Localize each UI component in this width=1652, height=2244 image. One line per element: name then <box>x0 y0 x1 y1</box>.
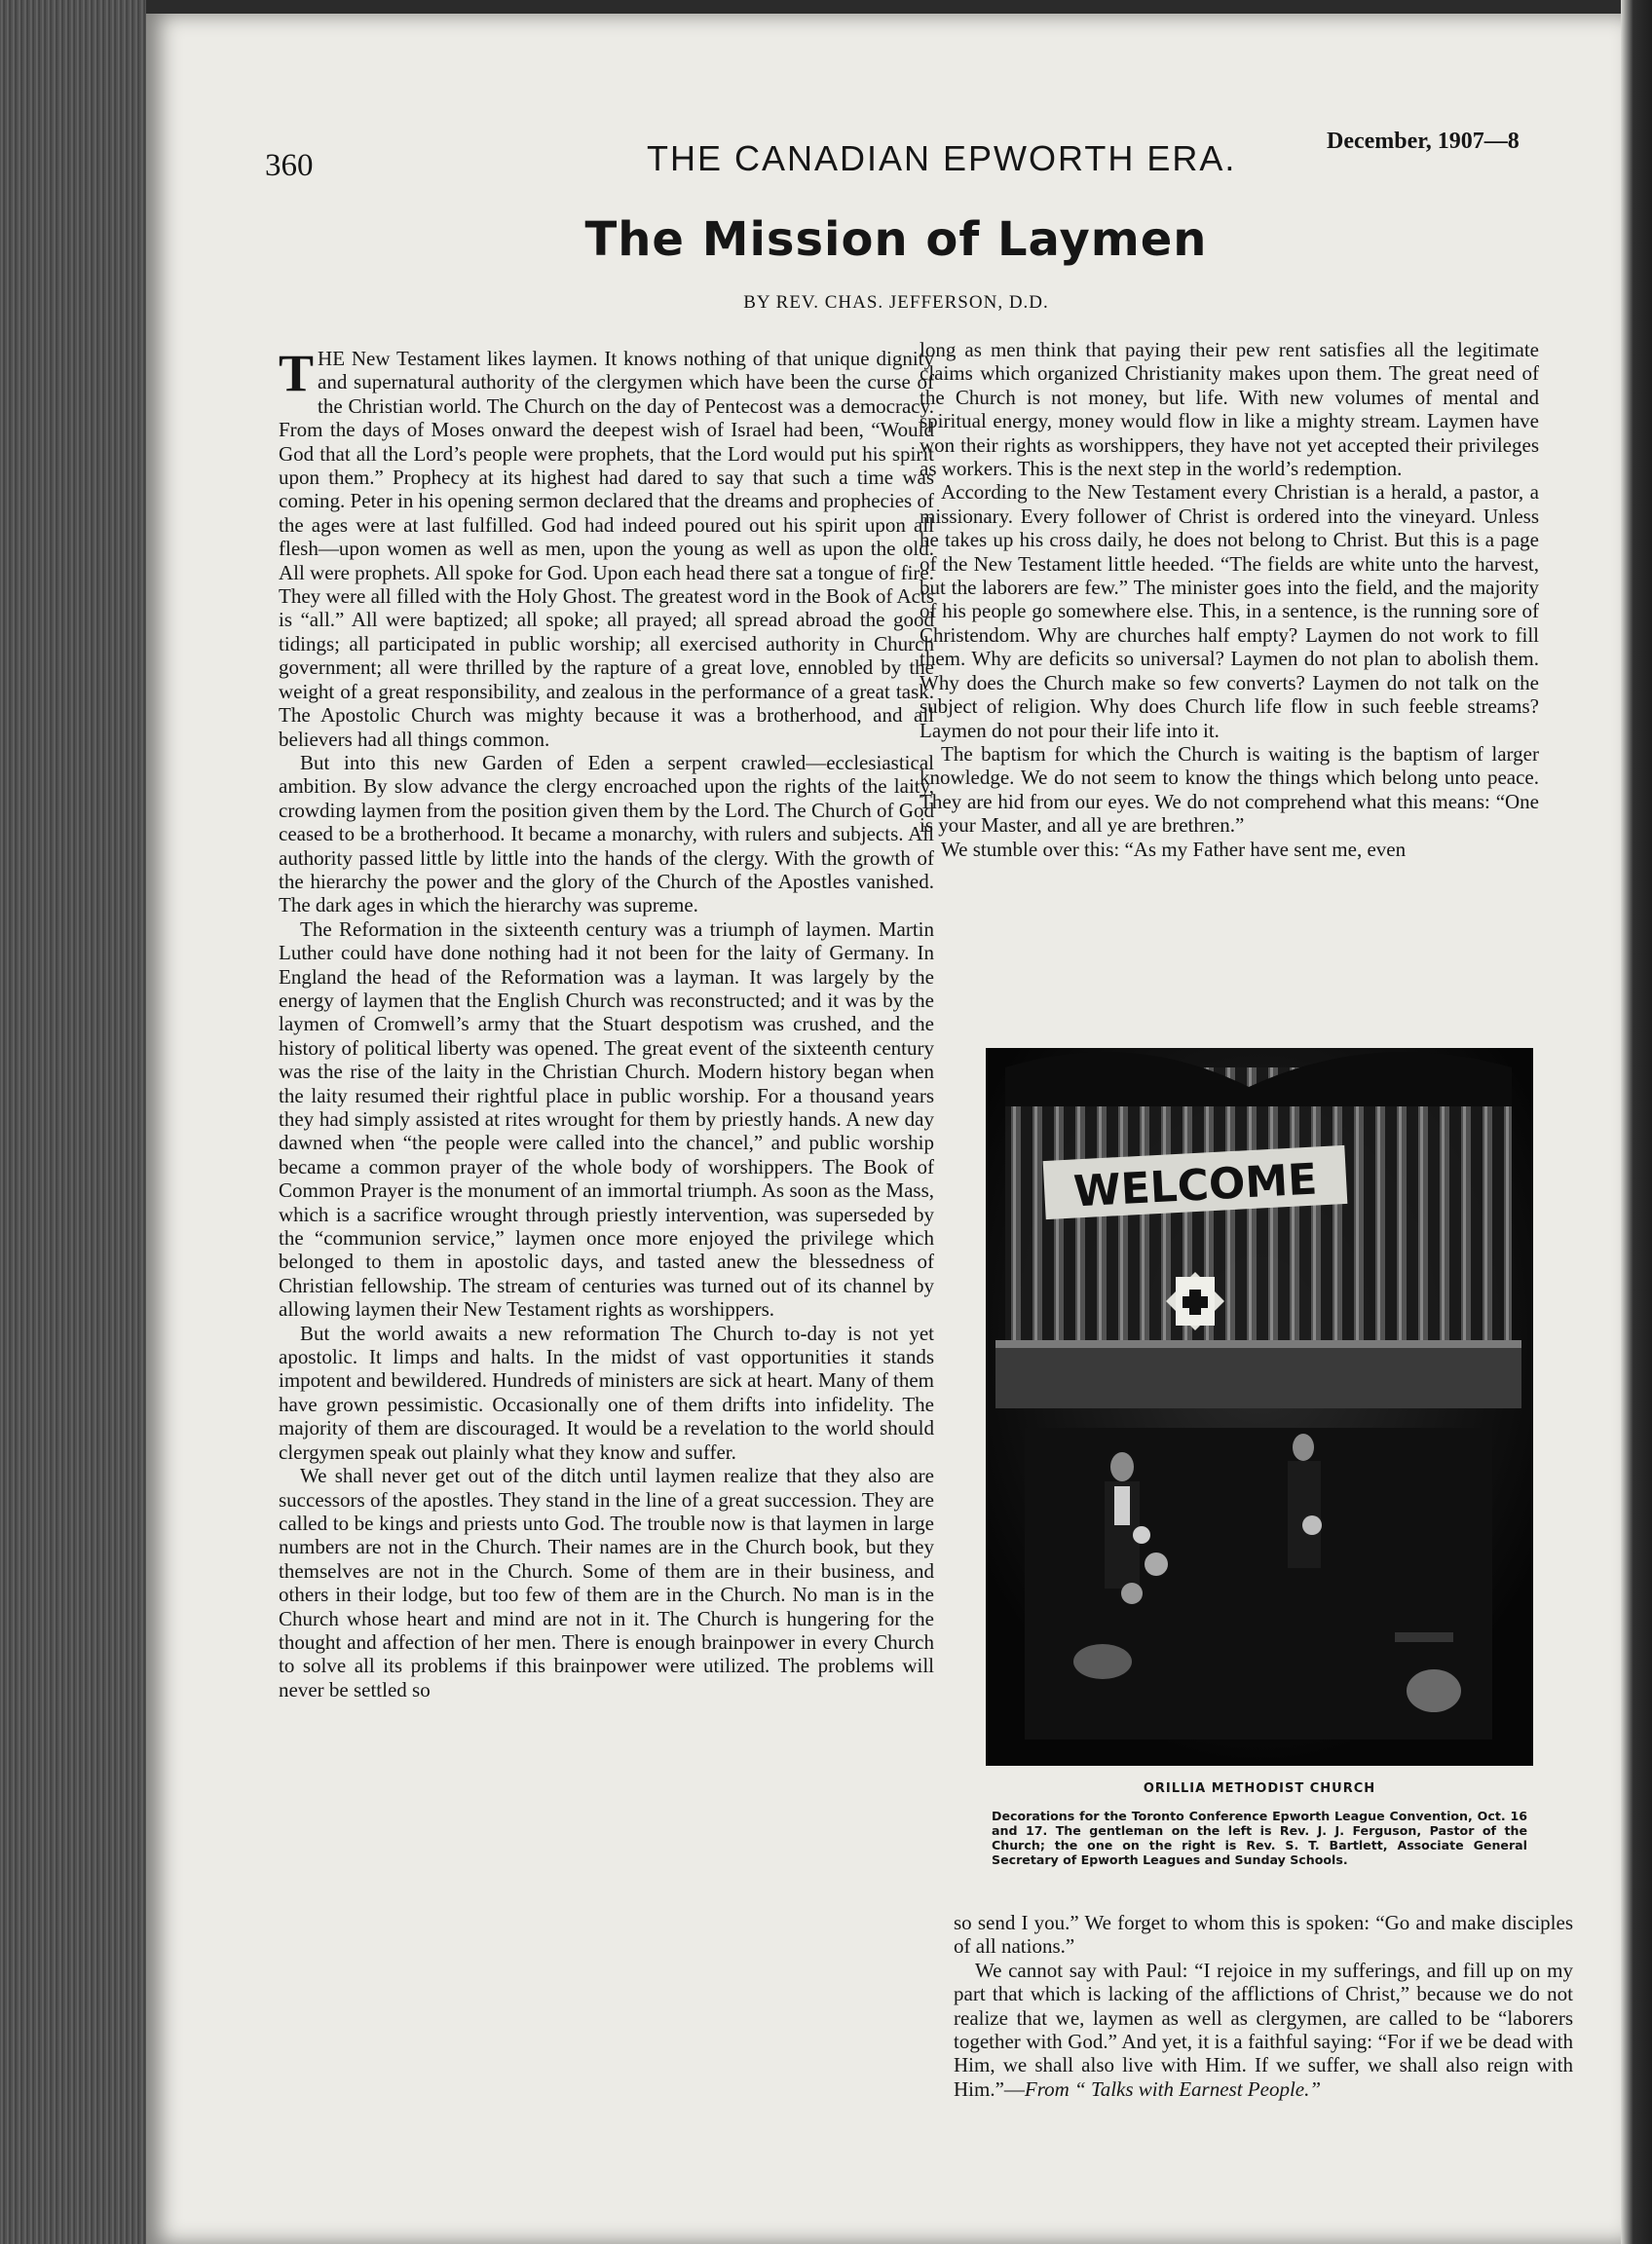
paragraph: The Reformation in the sixteenth century was a triumph of laymen. Martin Luther could have done nothing had it not been for the laity of Germany. In England the head of the Reformation was a layman. It was largely by the energy of laymen that the English Church was reconstructed; and it was by the laymen of Cromwell’s army that the Stuart despotism was crushed, and the history of political liberty was opened. The great event of the sixteenth century was the rise of the laity in the Christian Church. Modern history began when the laity resumed their rightful place in public worship. For a thousand years they had simply assisted at rites wrought for them by priestly hands. A new day dawned when “the people were called into the chancel,” and public worship became a common prayer of the whole body of worshippers. The Book of Common Prayer is the monument of an immortal triumph. As soon as the Mass, which is a sacrifice wrought through priestly intervention, was superseded by the “communion service,” laymen once more enjoyed the privilege which belonged to them in apostolic days, and tasted anew the blessedness of Christian fellowship. The stream of centuries was turned out of its channel by allowing laymen their New Testament rights as worshippers. <box>279 916 934 1322</box>
paragraph: But into this new Garden of Eden a serpent crawled—ecclesiastical ambition. By slow advance the clergy encroached upon the rights of the laity, crowding laymen from the position given them by the Lord. The Church of God ceased to be a brotherhood. It became a monarchy, with rulers and subjects. All authority passed little by little into the hands of the clergy. With the growth of the hierarchy the power and the glory of the Church of the Apostles vanished. The dark ages in which the hierarchy was supreme. <box>279 750 934 917</box>
article-byline: BY REV. CHAS. JEFFERSON, D.D. <box>743 292 1049 313</box>
right-column-top <box>920 338 1539 861</box>
paragraph: long as men think that paying their pew rent satisfies all the legitimate claims which organized Christianity makes upon them. The great need of the Church is not money, but life. With new volumes of mental and spiritual energy, money would flow in like a mighty stream. Laymen have won their rights as worshippers, they have not yet accepted their privileges as workers. This is the next step in the world’s redemption. <box>920 338 1539 481</box>
photo-caption: Decorations for the Toronto Conference Epworth League Convention, Oct. 16 and 17. The gentleman on the left is Rev. J. J. Ferguson, Pastor of the Church; the one on the right is Rev. S. T. Bartlett, Associate General Secretary of Epworth Leagues and Sunday Schools. <box>992 1809 1527 1867</box>
paragraph: According to the New Testament every Christian is a herald, a pastor, a missionary. Every follower of Christ is ordered into the vineyard. Unless he takes up his cross daily, he does not belong to Christ. But this is a page of the New Testament little heeded. “The fields are white unto the harvest, but the laborers are few.” The minister goes into the field, and the majority of his people go somewhere else. This, in a sentence, is the running sore of Christendom. Why are churches half empty? Laymen do not work to fill them. Why are deficits so universal? Laymen do not plan to abolish them. Why does the Church make so few converts? Laymen do not talk on the subject of religion. Why does Church life flow in such feeble streams? Laymen do not pour their life into it. <box>920 480 1539 742</box>
paragraph: THE New Testament likes laymen. It knows nothing of that unique dignity and supernatural authority of the clergymen which have been the curse of the Christian world. The Church on the day of Pentecost was a democracy. From the days of Moses onward the deepest wish of Israel had been, “Would God that all the Lord’s people were prophets, that the Lord would put his spirit upon them.” Prophecy at its highest had dared to say that such a time was coming. Peter in his opening sermon declared that the dreams and prophecies of the ages were at last fulfilled. God had indeed poured out his spirit upon all flesh—upon women as well as men, upon the young as well as upon the old. All were prophets. All spoke for God. Upon each head there sat a tongue of fire. They were all filled with the Holy Ghost. The greatest word in the Book of Acts is “all.” All were baptized; all spoke; all prayed; all spread abroad the good tidings; all participated in public worship; all exercised authority in Church government; all were thrilled by the rapture of a great love, ennobled by the weight of a great responsibility, and zealous in the performance of a great task. The Apostolic Church was mighty because it was a brotherhood, and all believers had all things common. <box>279 344 934 751</box>
paragraph: We shall never get out of the ditch until laymen realize that they also are successors of the apostles. They stand in the line of a great succession. They are called to be kings and priests unto God. The trouble now is that laymen in large numbers are not in the Church. Their names are in the Church book, but they themselves are not in the Church. Some of them are in their business, and others in their lodge, but too few of them are in the Church. No man is in the Church whose heart and mind are not in it. The Church is hungering for the thought and affection of her men. There is enough brainpower in every Church to solve all its problems if this brainpower were utilized. The problems will never be settled so <box>279 1464 934 1702</box>
drop-cap: T <box>279 344 315 402</box>
church-photograph <box>986 1048 1533 1766</box>
source-attribution: From “ Talks with Earnest People.” <box>1024 2076 1322 2101</box>
article-title: The Mission of Laymen <box>584 212 1208 267</box>
paragraph: We cannot say with Paul: “I rejoice in my sufferings, and fill up on my part that which is lacking of the afflictions of Christ,” because we do not realize that we, laymen as well as clergymen, are called to be “laborers together with God.” And yet, it is a faithful saying: “For if we be dead with Him, we shall also live with Him. If we suffer, we shall also reign with Him.”—From “ Talks with Earnest People.” <box>954 1958 1573 2101</box>
paragraph: But the world awaits a new reformation The Church to-day is not yet apostolic. It limps and halts. In the midst of vast opportunities it stands impotent and bewildered. Hundreds of ministers are sick at heart. Many of them have grown pessimistic. Occasionally one of them drifts into infidelity. The majority of them are discouraged. It would be a revelation to the world should clergymen speak out plainly what they know and suffer. <box>279 1321 934 1464</box>
page-number: 360 <box>265 148 314 183</box>
welcome-banner: WELCOME <box>1071 1154 1319 1217</box>
left-column <box>279 344 934 1702</box>
running-head: THE CANADIAN EPWORTH ERA. <box>647 138 1237 178</box>
church-interior-illustration <box>986 1048 1533 1766</box>
photo-caption-heading: ORILLIA METHODIST CHURCH <box>1143 1781 1376 1796</box>
paragraph: The baptism for which the Church is waiting is the baptism of larger knowledge. We do not seem to know the things which belong unto peace. They are hid from our eyes. We do not comprehend what this means: “One is your Master, and all ye are brethren.” <box>920 741 1539 838</box>
paragraph: so send I you.” We forget to whom this is spoken: “Go and make disciples of all nations.” <box>954 1911 1573 1959</box>
issue-date: December, 1907—8 <box>1327 129 1520 154</box>
book-edge-right <box>1621 0 1652 2244</box>
book-binding-left <box>0 0 146 2244</box>
right-column-bottom <box>954 1911 1573 2101</box>
paragraph: We stumble over this: “As my Father have sent me, even <box>941 837 1407 861</box>
